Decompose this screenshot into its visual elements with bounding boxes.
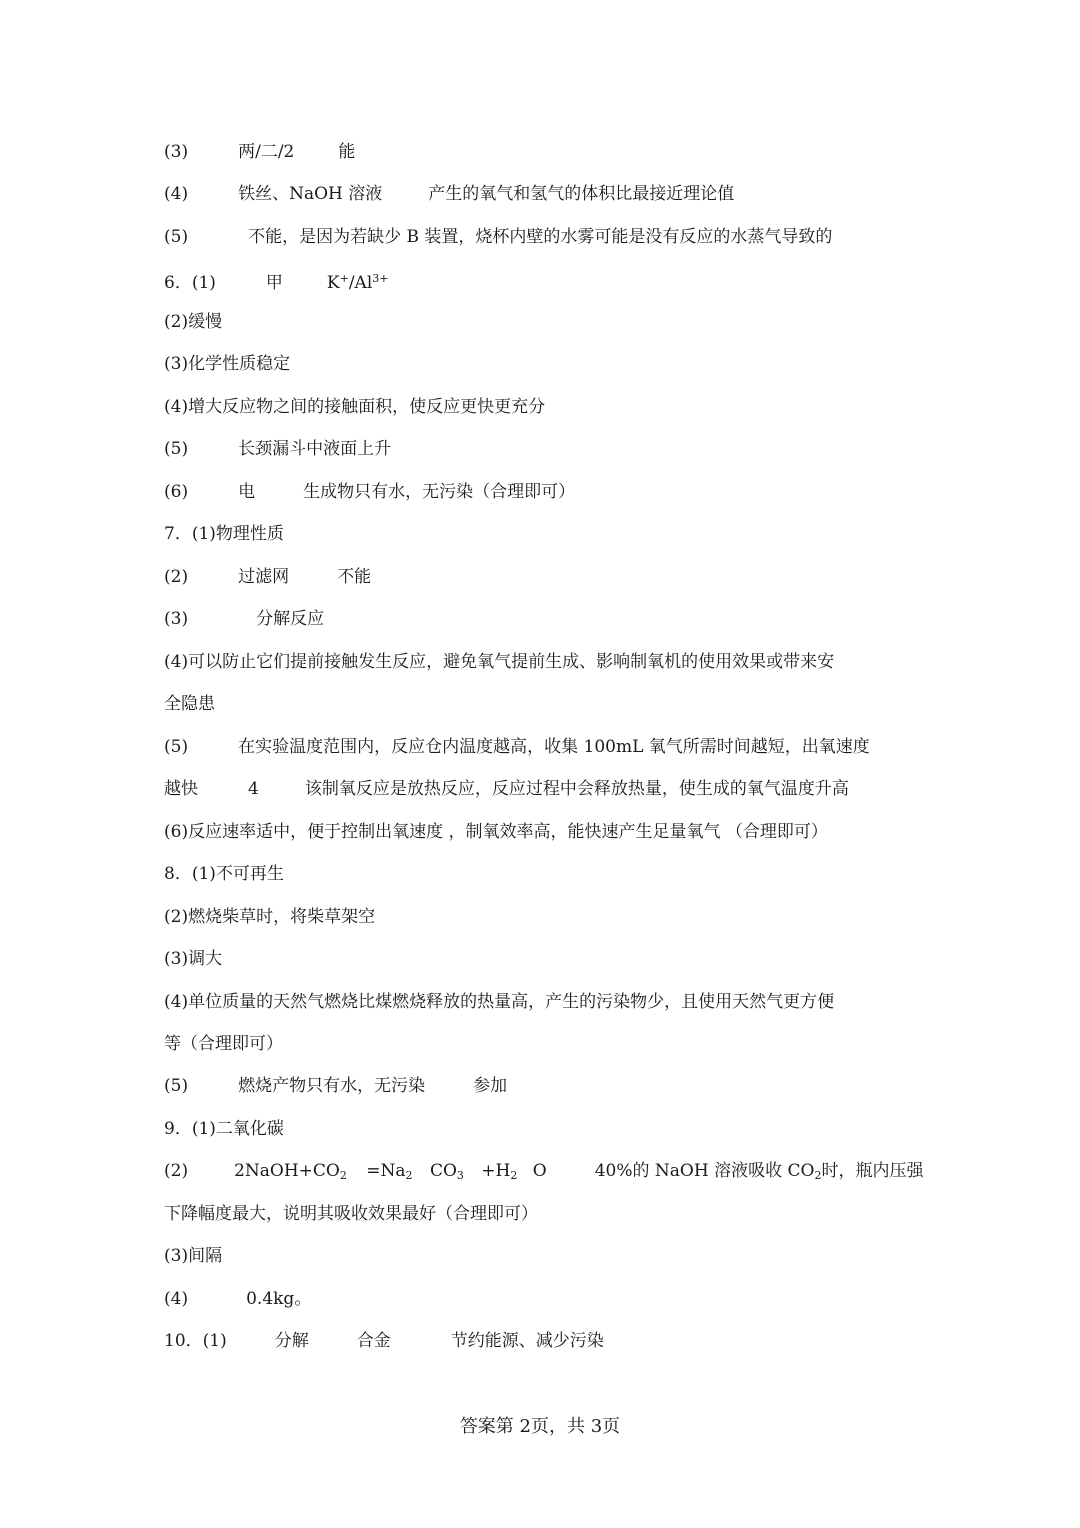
item-number: (2) (164, 1161, 189, 1181)
answer-line (164, 1074, 507, 1098)
item-number: (4) (164, 184, 189, 204)
superscript: 3+ (372, 272, 389, 285)
answer-text: (3)调大 (164, 949, 223, 969)
item-number: (5) (164, 439, 189, 459)
answer-text: 燃烧产物只有水，无污染 (238, 1076, 426, 1096)
answer-line (164, 862, 284, 886)
answer-text: 两/二/2 (238, 142, 295, 162)
answer-line (164, 947, 222, 971)
answer-line (164, 480, 575, 504)
item-number: (2) (164, 567, 189, 587)
answer-text: K (326, 273, 340, 293)
answer-line (164, 692, 215, 716)
answer-line (164, 777, 849, 801)
answer-text: (6)反应速率适中，便于控制出氧速度 ，制氧效率高，能快速产生足量氧气 （合理即可） (164, 822, 828, 842)
answer-text: 分解反应 (256, 609, 325, 629)
answer-text: 下降幅度最大，说明其吸收效果最好（合理即可） (164, 1204, 538, 1224)
page-footer: 答案第 2页，共 3页 (459, 1416, 621, 1437)
answer-text: 不能，是因为若缺少 B 装置，烧杯内壁的水雾可能是没有反应的水蒸气导致的 (248, 227, 833, 247)
answer-line (164, 1329, 604, 1353)
answer-text: 时，瓶内压强 (821, 1161, 924, 1181)
answer-line (164, 522, 284, 546)
subscript: 2 (339, 1169, 347, 1182)
answer-line (164, 1159, 923, 1188)
answer-text: 4 (248, 779, 259, 799)
answer-text: 0.4kg。 (246, 1289, 312, 1309)
answer-text: 节约能源、减少污染 (450, 1331, 604, 1351)
answer-line (164, 650, 834, 674)
answer-text: (2)缓慢 (164, 312, 223, 332)
answer-line (164, 225, 832, 249)
answer-line (164, 1244, 222, 1268)
answer-text: 过滤网 (238, 567, 290, 587)
item-number: 10．(1) (164, 1331, 227, 1351)
superscript: + (339, 272, 349, 285)
answer-text: 在实验温度范围内，反应仓内温度越高，收集 100mL 氧气所需时间越短，出氧速度 (238, 737, 870, 757)
answer-text: 铁丝、NaOH 溶液 (238, 184, 383, 204)
item-number: 6．(1) (164, 273, 216, 293)
item-number: (4) (164, 1289, 189, 1309)
answer-text: 8．(1)不可再生 (164, 864, 284, 884)
answer-text: 分解 (274, 1331, 309, 1351)
answer-text: 长颈漏斗中液面上升 (238, 439, 392, 459)
answer-text: 产生的氧气和氢气的体积比最接近理论值 (428, 184, 735, 204)
answer-line (164, 437, 391, 461)
answer-line (164, 565, 371, 589)
answer-text: 9．(1)二氧化碳 (164, 1119, 284, 1139)
answer-text: 能 (338, 142, 356, 162)
equation-text: =Na (360, 1161, 406, 1181)
item-number: (5) (164, 227, 189, 247)
item-number: (3) (164, 609, 189, 629)
equation-text: O (527, 1161, 547, 1181)
answer-text: 7．(1)物理性质 (164, 524, 284, 544)
answer-text: 电 (238, 482, 256, 502)
subscript: 2 (510, 1169, 518, 1182)
answer-line (164, 182, 734, 206)
answer-text: (3)间隔 (164, 1246, 223, 1266)
answer-text: 40%的 NaOH 溶液吸收 CO (594, 1161, 815, 1181)
answer-text: 甲 (265, 273, 283, 293)
answer-text: (4)单位质量的天然气燃烧比煤燃烧释放的热量高，产生的污染物少，且使用天然气更方便 (164, 992, 835, 1012)
equation-text: +H (475, 1161, 511, 1181)
answer-text: 参加 (473, 1076, 508, 1096)
answer-line (164, 267, 389, 295)
answer-line (164, 140, 355, 164)
answer-text: (4)增大反应物之间的接触面积，使反应更快更充分 (164, 397, 546, 417)
answer-text: 等（合理即可） (164, 1034, 283, 1054)
answer-line (164, 1117, 284, 1141)
answer-line (164, 1032, 283, 1056)
answer-text: 全隐患 (164, 694, 215, 714)
item-number: (3) (164, 142, 189, 162)
answer-line (164, 735, 870, 759)
answer-text: 不能 (337, 567, 372, 587)
answer-text: (2)燃烧柴草时，将柴草架空 (164, 907, 376, 927)
answer-line (164, 1202, 538, 1226)
item-number: (5) (164, 737, 189, 757)
answer-text: 越快 (164, 779, 198, 799)
item-number: (6) (164, 482, 189, 502)
answer-text: 该制氧反应是放热反应，反应过程中会释放热量，使生成的氧气温度升高 (304, 779, 849, 799)
subscript: 2 (405, 1169, 413, 1182)
answer-line (164, 990, 834, 1014)
answer-line (164, 905, 375, 929)
answer-line (164, 310, 222, 334)
answer-text: (4)可以防止它们提前接触发生反应，避免氧气提前生成、影响制氧机的使用效果或带来安 (164, 652, 835, 672)
answer-line (164, 352, 290, 376)
subscript: 3 (456, 1169, 464, 1182)
subscript: 2 (814, 1169, 822, 1182)
answer-line (164, 607, 324, 631)
answer-line (164, 1287, 311, 1311)
answer-line (164, 395, 545, 419)
item-number: (5) (164, 1076, 189, 1096)
equation-text: CO (424, 1161, 457, 1181)
answer-text: 合金 (356, 1331, 391, 1351)
answer-text: /Al (348, 273, 373, 293)
answer-text: 生成物只有水，无污染（合理即可） (303, 482, 576, 502)
equation-text: 2NaOH+CO (234, 1161, 340, 1181)
answer-line (164, 820, 828, 844)
answer-text: (3)化学性质稳定 (164, 354, 291, 374)
